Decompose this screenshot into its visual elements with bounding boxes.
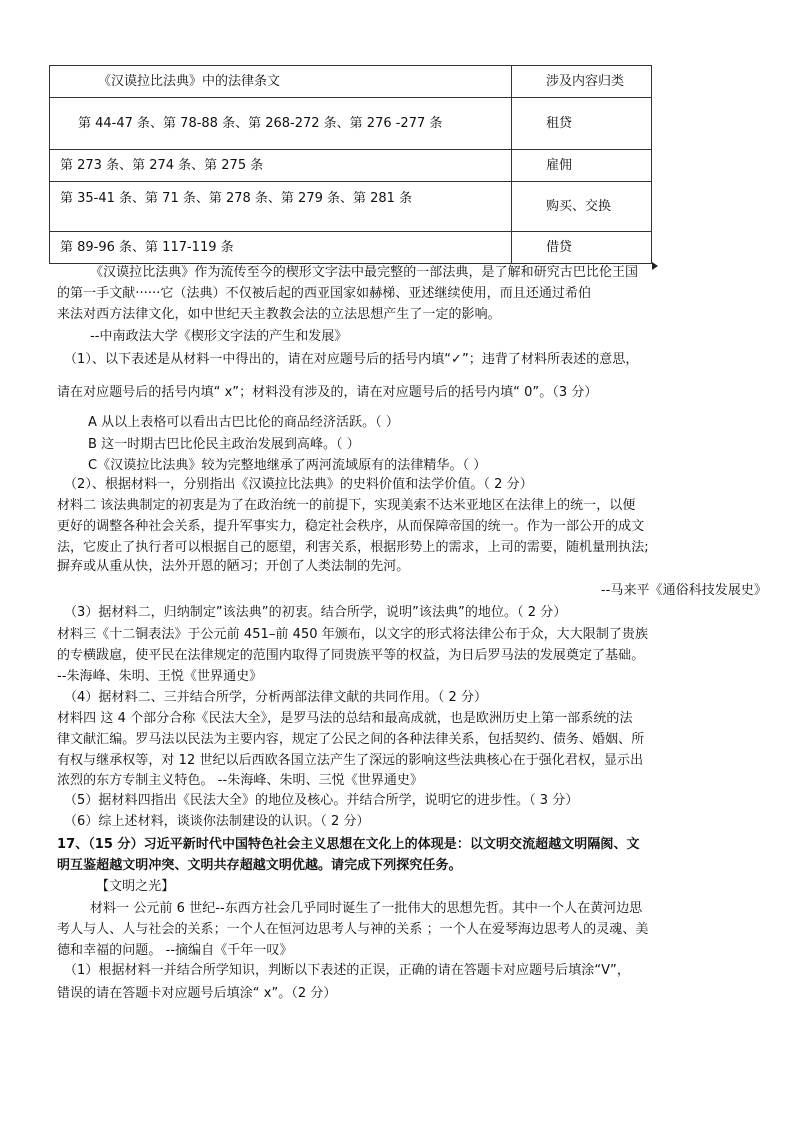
question-1-line: （1）、以下表述是从材料一中得出的，请在对应题号后的括号内填“✓”；违背了材料所表述的意思， — [64, 352, 639, 367]
option-c: C《汉谟拉比法典》较为完整地继承了两河流域原有的法律精华。（ ） — [88, 458, 487, 473]
option-b: B 这一时期古巴比伦民主政治发展到高峰。（ ） — [88, 437, 360, 452]
material4-paragraph-line: 材料四 这 4 个部分合称《民法大全》，是罗马法的总结和最高成就，也是欧洲历史上第一部系统的法 — [57, 711, 633, 726]
table-arrow-icon — [652, 262, 658, 270]
table-cell-articles: 第 44-47 条、第 78-88 条、第 268-272 条、第 276 -277 条 — [50, 98, 512, 150]
material2-source: --马来平《通俗科技发展史》 — [600, 583, 767, 598]
question-5: （5）据材料四指出《民法大全》的地位及核心。并结合所学，说明它的进步性。（ 3 分） — [64, 793, 579, 808]
table-cell-articles: 第 35-41 条、第 71 条、第 278 条、第 279 条、第 281 条 — [50, 182, 512, 232]
question-3: （3）据材料二，归纳制定”该法典”的初衷。结合所学，说明”该法典”的地位。（ 2 分） — [64, 605, 567, 620]
material3-paragraph-line: 材料三《十二铜表法》于公元前 451–前 450 年颁布，以文字的形式将法律公布于众，大大限制了贵族 — [57, 627, 649, 642]
table-cell-category: 借贷 — [512, 232, 652, 264]
table-row — [50, 150, 652, 182]
table-row — [50, 98, 652, 150]
material3-source: --朱海峰、朱明、王悦《世界通史》 — [57, 669, 263, 684]
question-17-heading: 17、（15 分）习近平新时代中国特色社会主义思想在文化上的体现是：以文明交流超越文明隔阂、文 — [57, 837, 640, 852]
table-header-row — [50, 66, 652, 98]
material2-paragraph-line: 更好的调整各种社会关系，提升军事实力，稳定社会秩序，从而保障帝国的统一。作为一部公开的成文 — [57, 519, 645, 534]
table-cell-articles: 第 273 条、第 274 条、第 275 条 — [50, 150, 512, 182]
table-cell-articles: 第 89-96 条、第 117-119 条 — [50, 232, 512, 264]
material1b-paragraph-line: 德和幸福的问题。 --摘编自《千年一叹》 — [57, 943, 293, 958]
question-2: （2）、根据材料一，分别指出《汉谟拉比法典》的史料价值和法学价值。（ 2 分） — [64, 477, 533, 492]
table-cell-category: 租贷 — [512, 98, 652, 150]
material4-paragraph-line: 浓烈的东方专制主义特色。 --朱海峰、朱明、三悦《世界通史》 — [57, 773, 424, 788]
option-a: A 从以上表格可以看出古巴比伦的商品经济活跃。（ ） — [88, 415, 399, 430]
material1-paragraph-line: 《汉谟拉比法典》作为流传至今的楔形文字法中最完整的一部法典，是了解和研究古巴比伦王国 — [90, 265, 639, 280]
material1-paragraph-line: 来法对西方法律文化，如中世纪天主教教会法的立法思想产生了一定的影响。 — [57, 307, 501, 322]
table-row — [50, 232, 652, 264]
table-header-category: 涉及内容归类 — [512, 66, 652, 98]
table-row — [50, 182, 652, 232]
material1b-paragraph-line: 考人与人、人与社会的关系；一个人在恒河边思考人与神的关系 ；一个人在爱琴海边思考人的灵魂、美 — [57, 922, 649, 937]
material1-source: --中南政法大学《楔形文字法的产生和发展》 — [90, 329, 348, 344]
material4-paragraph-line: 有权与继承权等，对 12 世纪以后西欧各国立法产生了深远的影响这些法典核心在于强化君权，显示出 — [57, 753, 644, 768]
material3-paragraph-line: 的专横跋扈，使平民在法律规定的范围内取得了同贵族平等的权益，为日后罗马法的发展奠定了基础。 — [57, 648, 645, 663]
question-6: （6）综上述材料，谈谈你法制建设的认识。（ 2 分） — [64, 814, 370, 829]
section-title-civilization: 【文明之光】 — [96, 879, 175, 894]
law-articles-table — [49, 65, 652, 264]
question-4: （4）据材料二、三并结合所学，分析两部法律文献的共同作用。（ 2 分） — [64, 690, 488, 705]
material4-paragraph-line: 律文献汇编。罗马法以民法为主要内容，规定了公民之间的各种法律关系，包括契约、债务、婚姻、所 — [57, 732, 645, 747]
table-cell-category: 雇佣 — [512, 150, 652, 182]
table-cell-category: 购买、交换 — [512, 182, 652, 232]
question-17-1-line: 错误的请在答题卡对应题号后填涂“ x”。（2 分） — [57, 986, 337, 1001]
question-17-1-line: （1）根据材料一并结合所学知识，判断以下表述的正误，正确的请在答题卡对应题号后填涂“V”， — [64, 963, 630, 978]
material2-paragraph-line: 摒弃或从重从快，法外开恩的陋习；开创了人类法制的先河。 — [57, 559, 410, 574]
material2-paragraph-line: 法，它废止了执行者可以根据自己的愿望，利害关系，根据形势上的需求，上司的需要，随机量刑执法; — [57, 540, 649, 555]
table-header-articles: 《汉谟拉比法典》中的法律条文 — [50, 66, 512, 98]
material1b-paragraph-line: 材料一 公元前 6 世纪--东西方社会几乎同时诞生了一批伟大的思想先哲。其中一个人在黄河边思 — [90, 901, 643, 916]
question-1-line: 请在对应题号后的括号内填“ x”；材料没有涉及的，请在对应题号后的括号内填“ 0”。（3 分） — [57, 385, 598, 400]
material2-paragraph-line: 材料二 该法典制定的初衷是为了在政治统一的前提下，实现美索不达米亚地区在法律上的统一，以便 — [57, 498, 636, 513]
material1-paragraph-line: 的第一手文献‧‧‧‧‧‧它（法典）不仅被后起的西亚国家如赫梯、亚述继续使用，而且还通过希伯 — [57, 286, 592, 301]
question-17-heading: 明互鉴超越文明冲突、文明共存超越文明优越。请完成下列探究任务。 — [57, 858, 462, 873]
